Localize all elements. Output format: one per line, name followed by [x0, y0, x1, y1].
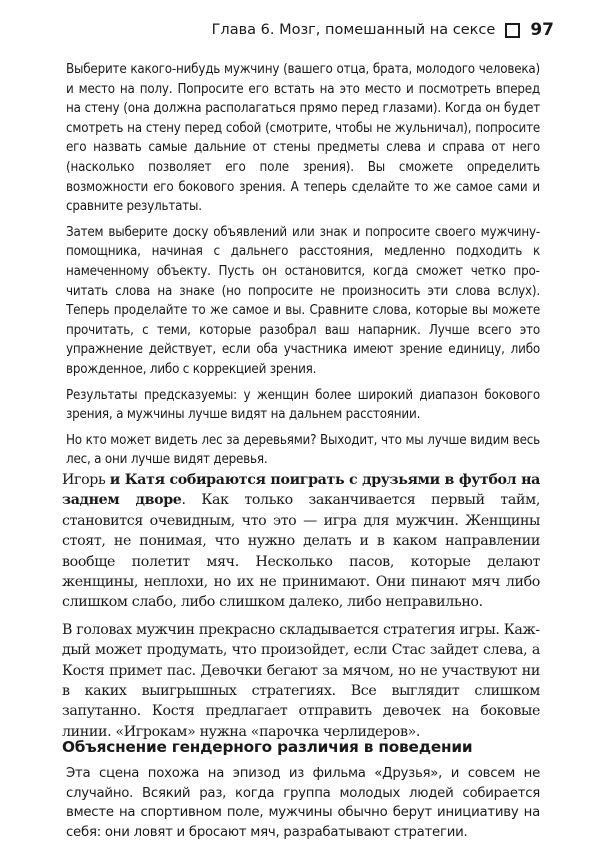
sidebar-paragraph: Результаты предсказуемы: у женщин более широкий диапазон бокового зрения, а мужчины лучше видят на дальнем расстоянии.: [66, 387, 540, 423]
sidebar-paragraph: Затем выберите доску объявлений или знак и попросите своего мужчину-помощника, начиная с дальнего расстояния, медленно подходить к намеченному объекту. Пусть он остановится, когда сможет четко прочитать слова на знаке (но попросите не произносить эти слова вслух). Теперь проделайте то же самое и вы. Сравните слова, которые вы можете прочитать, с теми, которые разобрал ваш напарник. Лучше всего это упражнение действует, если оба участника имеют зрение единицу, либо врожденное, либо с коррекцией зрения.: [66, 224, 540, 377]
main-text: [62, 470, 540, 749]
section-paragraph: Эта сцена похожа на эпизод из фильма «Друзья», и совсем не случайно. Всякий раз, когда группа молодых людей собирается вместе на спортивном поле, мужчины обычно берут инициативу на себя: они ловят и бросают мяч, разрабатывают стратегии.: [66, 766, 540, 840]
sidebar-paragraph: Но кто может видеть лес за деревьями? Выходит, что мы лучше видим весь лес, а они лучше видят деревья.: [66, 432, 540, 468]
chapter-title: Глава 6. Мозг, помешанный на сексе: [211, 22, 496, 38]
paragraph-lead-name: Игорь: [62, 472, 106, 488]
page-number: 97: [530, 20, 554, 40]
page-header: [212, 20, 554, 40]
paragraph-lead-bold: и Катя собираются поиграть с друзьями в футбол на заднем дворе: [62, 472, 540, 509]
section-text: [66, 764, 540, 842]
body-paragraph: [62, 470, 540, 613]
square-icon: [505, 23, 520, 38]
sidebar-paragraph: Выберите какого-нибудь мужчину (вашего отца, брата, молодого человека) и место на полу. Попросите его встать на это место и посмотреть вперед на стену (она должна располагаться прямо перед глазами). Когда он будет смотреть на стену перед собой (смотрите, чтобы не жульничал), попросите его назвать самые дальние от стены предметы слева и справа от него (насколько позволяет его поле зрения). Вы сможете определить возможности его бокового зрения. А теперь сделайте то же самое сами и сравните результаты.: [66, 62, 540, 215]
body-paragraph: В головах мужчин прекрасно складывается стратегия игры. Каждый может продумать, что произойдет, если Стас зайдет слева, а Костя примет пас. Девочки бегают за мячом, но не участвуют ни в каких выигрышных стратегиях. Все выглядит слишком запутанно. Костя предлагает отправить девочек на боковые линии. «Игрокам» нужна «парочка черлидеров».: [62, 621, 540, 740]
exercise-sidebar: [66, 60, 540, 476]
paragraph-rest: . Как только заканчивается первый тайм, становится очевидным, что это — игра для мужчин. Женщины стоят, не понимая, что нужно делать и в каком направлении вообще полетит мяч. Несколько пасов, которые делают женщины, неплохи, но их не принимают. Они пинают мяч либо слишком слабо, либо слишком далеко, либо неправильно.: [62, 492, 540, 611]
section-heading: Объяснение гендерного различия в поведении: [62, 738, 473, 756]
